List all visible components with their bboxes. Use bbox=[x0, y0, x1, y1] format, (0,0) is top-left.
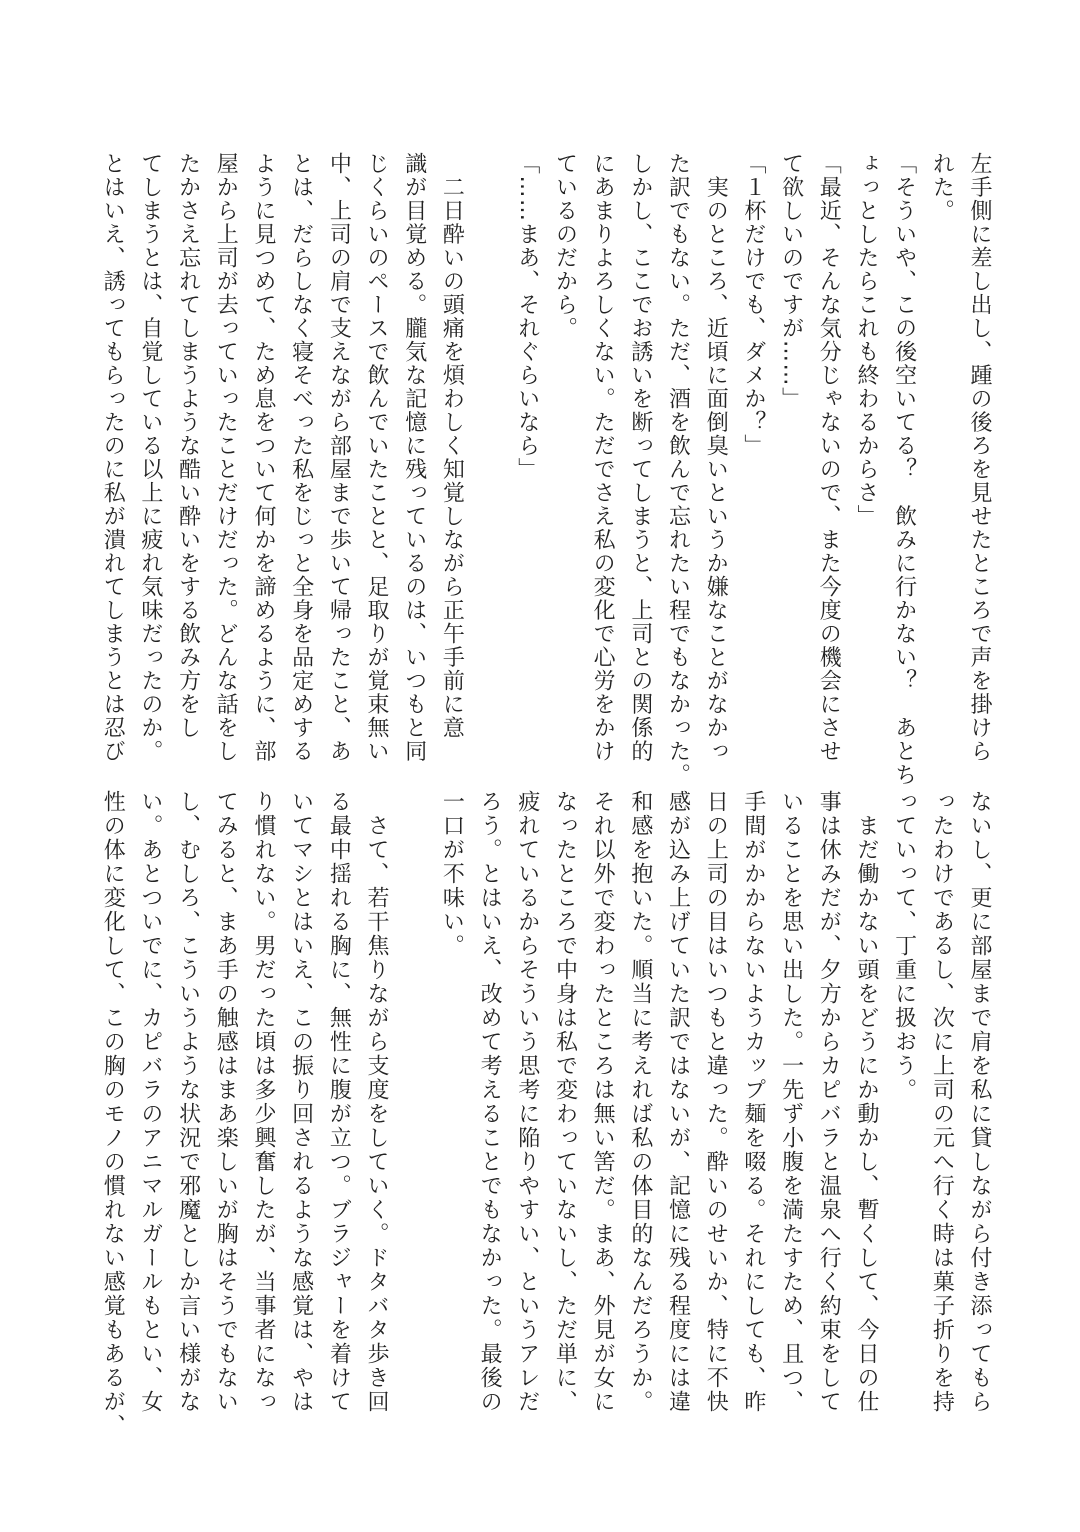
blank-line bbox=[470, 152, 508, 752]
text-line: 性の体に変化して、この胸のモノの慣れない感覚もあるが、 bbox=[100, 790, 126, 1438]
text-line: 「そういや、この後空いてる？ 飲みに行かない？ あとち bbox=[891, 152, 917, 787]
text-line: 二日酔いの頭痛を煩わしく知覚しながら正午手前に意 bbox=[439, 152, 465, 740]
text-line: たかさえ忘れてしまうような酷い酔いをする飲み方をし bbox=[175, 152, 201, 740]
text-line: にあまりよろしくない。ただでさえ私の変化で心労をかけ bbox=[590, 152, 616, 763]
text-line: とは、だらしなく寝そべった私をじっと全身を品定めする bbox=[288, 152, 314, 763]
text-line: それ以外で変わったところは無い筈だ。まあ、外見が女に bbox=[590, 790, 616, 1414]
text-line: いてマシとはいえ、この振り回されるような感覚は、やは bbox=[288, 790, 314, 1414]
text-line: 一口が不味い。 bbox=[439, 790, 465, 958]
text-line: 「１杯だけでも、ダメか？」 bbox=[740, 152, 766, 458]
text-line: ろう。とはいえ、改めて考えることでもなかった。最後の bbox=[477, 790, 503, 1414]
text-line: 識が目覚める。朧気な記憶に残っているのは、いつもと同 bbox=[401, 152, 427, 763]
text-line: 実のところ、近頃に面倒臭いというか嫌なことがなかっ bbox=[703, 152, 729, 763]
text-block-top bbox=[94, 152, 999, 787]
text-line: て欲しいのですが……」 bbox=[778, 152, 804, 411]
text-line: り慣れない。男だった頃は多少興奮したが、当事者になっ bbox=[250, 790, 276, 1414]
text-line: 手間がかからないようカップ麺を啜る。それにしても、昨 bbox=[740, 790, 766, 1414]
text-line: い。あとついでに、カピバラのアニマルガールもとい、女 bbox=[137, 790, 163, 1414]
text-line: た訳でもない。ただ、酒を飲んで忘れたい程でもなかった。 bbox=[665, 152, 691, 787]
text-line: ったわけであるし、次に上司の元へ行く時は菓子折りを持 bbox=[929, 790, 955, 1414]
text-line: さて、若干焦りながら支度をしていく。ドタバタ歩き回 bbox=[364, 790, 389, 1414]
text-line: しかし、ここでお誘いを断ってしまうと、上司との関係的 bbox=[627, 152, 653, 763]
text-line: 「最近、そんな気分じゃないので、また今度の機会にさせ bbox=[816, 152, 842, 763]
text-line: 左手側に差し出し、踵の後ろを見せたところで声を掛けら bbox=[967, 152, 992, 763]
text-line: 事は休みだが、夕方からカピバラと温泉へ行く約束をして bbox=[816, 790, 842, 1414]
text-line: ょっとしたらこれも終わるからさ」 bbox=[853, 152, 879, 528]
text-line: ように見つめて、ため息をついて何かを諦めるように、部 bbox=[250, 152, 276, 763]
text-line: ないし、更に部屋まで肩を私に貸しながら付き添ってもら bbox=[967, 790, 992, 1414]
blank-line bbox=[395, 790, 433, 1440]
text-line: なったところで中身は私で変わっていないし、ただ単に、 bbox=[552, 790, 578, 1414]
text-line: る最中揺れる胸に、無性に腹が立つ。ブラジャーを着けて bbox=[326, 790, 352, 1414]
text-line: じくらいのペースで飲んでいたことと、足取りが覚束無い bbox=[364, 152, 389, 763]
text-line: とはいえ、誘ってもらったのに私が潰れてしまうとは忍び bbox=[100, 152, 126, 763]
text-line: てみると、まあ手の触感はまあ楽しいが胸はそうでもない bbox=[213, 790, 239, 1414]
text-line: 中、上司の肩で支えながら部屋まで歩いて帰ったこと、あ bbox=[326, 152, 352, 763]
text-line: っていって、丁重に扱おう。 bbox=[891, 790, 917, 1102]
text-line: 「……まあ、それぐらいなら」 bbox=[514, 152, 540, 481]
text-line: ているのだから。 bbox=[552, 152, 578, 340]
text-line: し、むしろ、こういうような状況で邪魔としか言い様がな bbox=[175, 790, 201, 1414]
text-line: 屋から上司が去っていったことだけだった。どんな話をし bbox=[213, 152, 239, 763]
text-line: てしまうとは、自覚している以上に疲れ気味だったのか。 bbox=[137, 152, 163, 763]
text-line: まだ働かない頭をどうにか動かし、暫くして、今日の仕 bbox=[853, 790, 879, 1414]
text-block-bottom bbox=[94, 790, 999, 1440]
text-line: 感が込み上げていた訳ではないが、記憶に残る程度には違 bbox=[665, 790, 691, 1414]
text-line: れた。 bbox=[929, 152, 955, 223]
text-line: 日の上司の目はいつもと違った。酔いのせいか、特に不快 bbox=[703, 790, 729, 1414]
text-line: 和感を抱いた。順当に考えれば私の体目的なんだろうか。 bbox=[627, 790, 653, 1414]
text-line: 疲れているからそういう思考に陥りやすい、というアレだ bbox=[514, 790, 540, 1414]
text-line: いることを思い出した。一先ず小腹を満たすため、且つ、 bbox=[778, 790, 804, 1414]
